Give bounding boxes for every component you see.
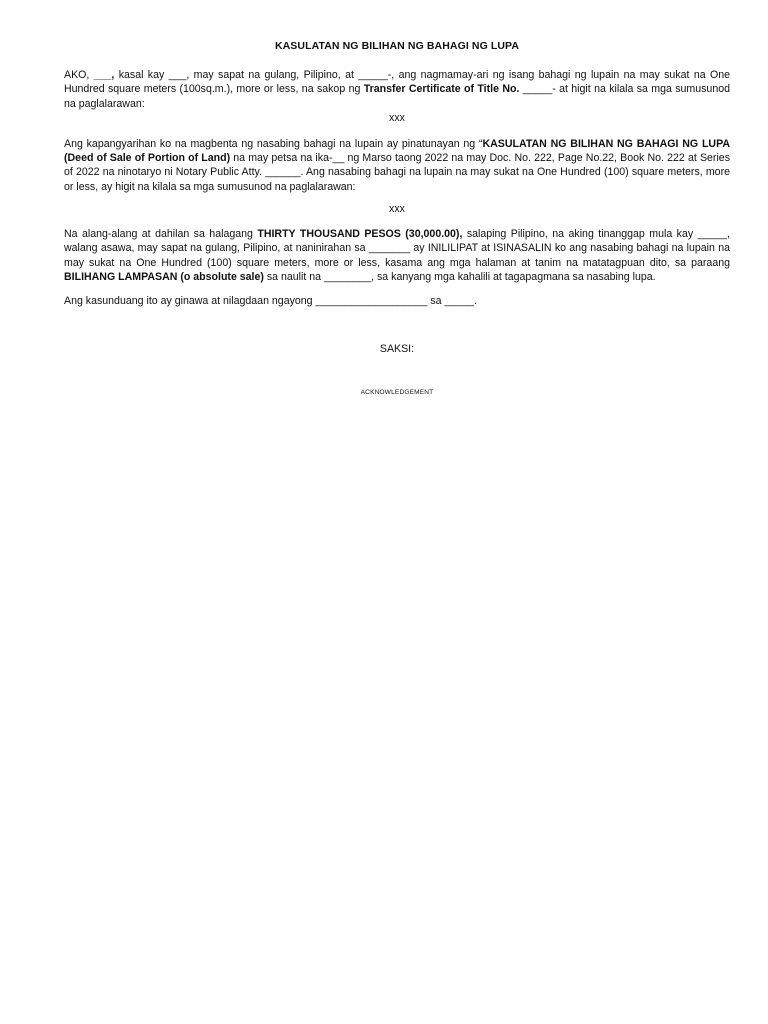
p2-bold-deed: KASULATAN NG BILIHAN NG BAHAGI NG LUPA (Deed of Sale of Portion of Land) [64, 137, 730, 165]
document-title: KASULATAN NG BILIHAN NG BAHAGI NG LUPA [274, 40, 520, 52]
document-page [64, 40, 730, 396]
p1-text-1: AKO, [64, 69, 94, 81]
witness-label: SAKSI: [379, 342, 415, 355]
paragraph-authority [64, 137, 730, 194]
p1-bold-1: ___, [93, 69, 119, 81]
p1-text-2: kasal kay ___, may sapat na gulang, Pilipino, at _____-, ang nagmamay-ari ng isang bahagi ng lupain na may sukat na One Hundred square meters (100sq.m.), more or less, na sakop ng [64, 69, 731, 96]
p3-bold-amount: THIRTY THOUSAND PESOS (30,000.00), [257, 228, 463, 241]
paragraph-consideration [64, 227, 730, 284]
description-placeholder-1: xxx [389, 111, 405, 124]
p3-bold-sale-type: BILIHANG LAMPASAN (o absolute sale) [64, 270, 264, 283]
spacer [64, 284, 730, 294]
p2-text-2: na may petsa na ika-__ ng Marso taong 2022 na may Doc. No. 222, Page No.22, Book No. 222 at Series of 2022 na ninotaryo ni Notary Public Atty. ______. Ang nasabing bahagi na lupain na may sukat na One Hundred (100) square meters, more or less, ay higit na kilala sa mga sumusunod na paglalarawan: [64, 152, 730, 193]
acknowledgement-heading: ACKNOWLEDGEMENT [360, 388, 434, 396]
p3-text-1: Na alang-alang at dahilan sa halagang [64, 228, 258, 241]
paragraph-execution: Ang kasunduang ito ay ginawa at nilagdaan ngayong ___________________ sa _____. [64, 295, 477, 308]
description-placeholder-2: xxx [389, 203, 405, 216]
paragraph-owner-declaration [64, 68, 730, 111]
p1-bold-tct: Transfer Certificate of Title No. [363, 83, 520, 96]
p1-text-3: _____- at higit na kilala sa mga sumusunod na paglalarawan: [64, 83, 730, 110]
p3-text-2: salaping Pilipino, na aking tinanggap mula kay _____, walang asawa, may sapat na gulang, Pilipino, at naninirahan sa _______ ay INILILIPAT at ISINASALIN ko ang nasabing bahagi na lupain na may sukat na One Hundred (100) square meters, more or less, kasama ang mga halaman at tanim na matatagpuan dito, sa paraang [64, 228, 730, 269]
p2-text-1: Ang kapangyarihan ko na magbenta ng nasabing bahagi na lupain ay pinatunayan ng “ [64, 137, 483, 150]
p3-text-3: sa naulit na ________, sa kanyang mga kahalili at tagapagmana sa nasabing lupa. [263, 270, 656, 283]
